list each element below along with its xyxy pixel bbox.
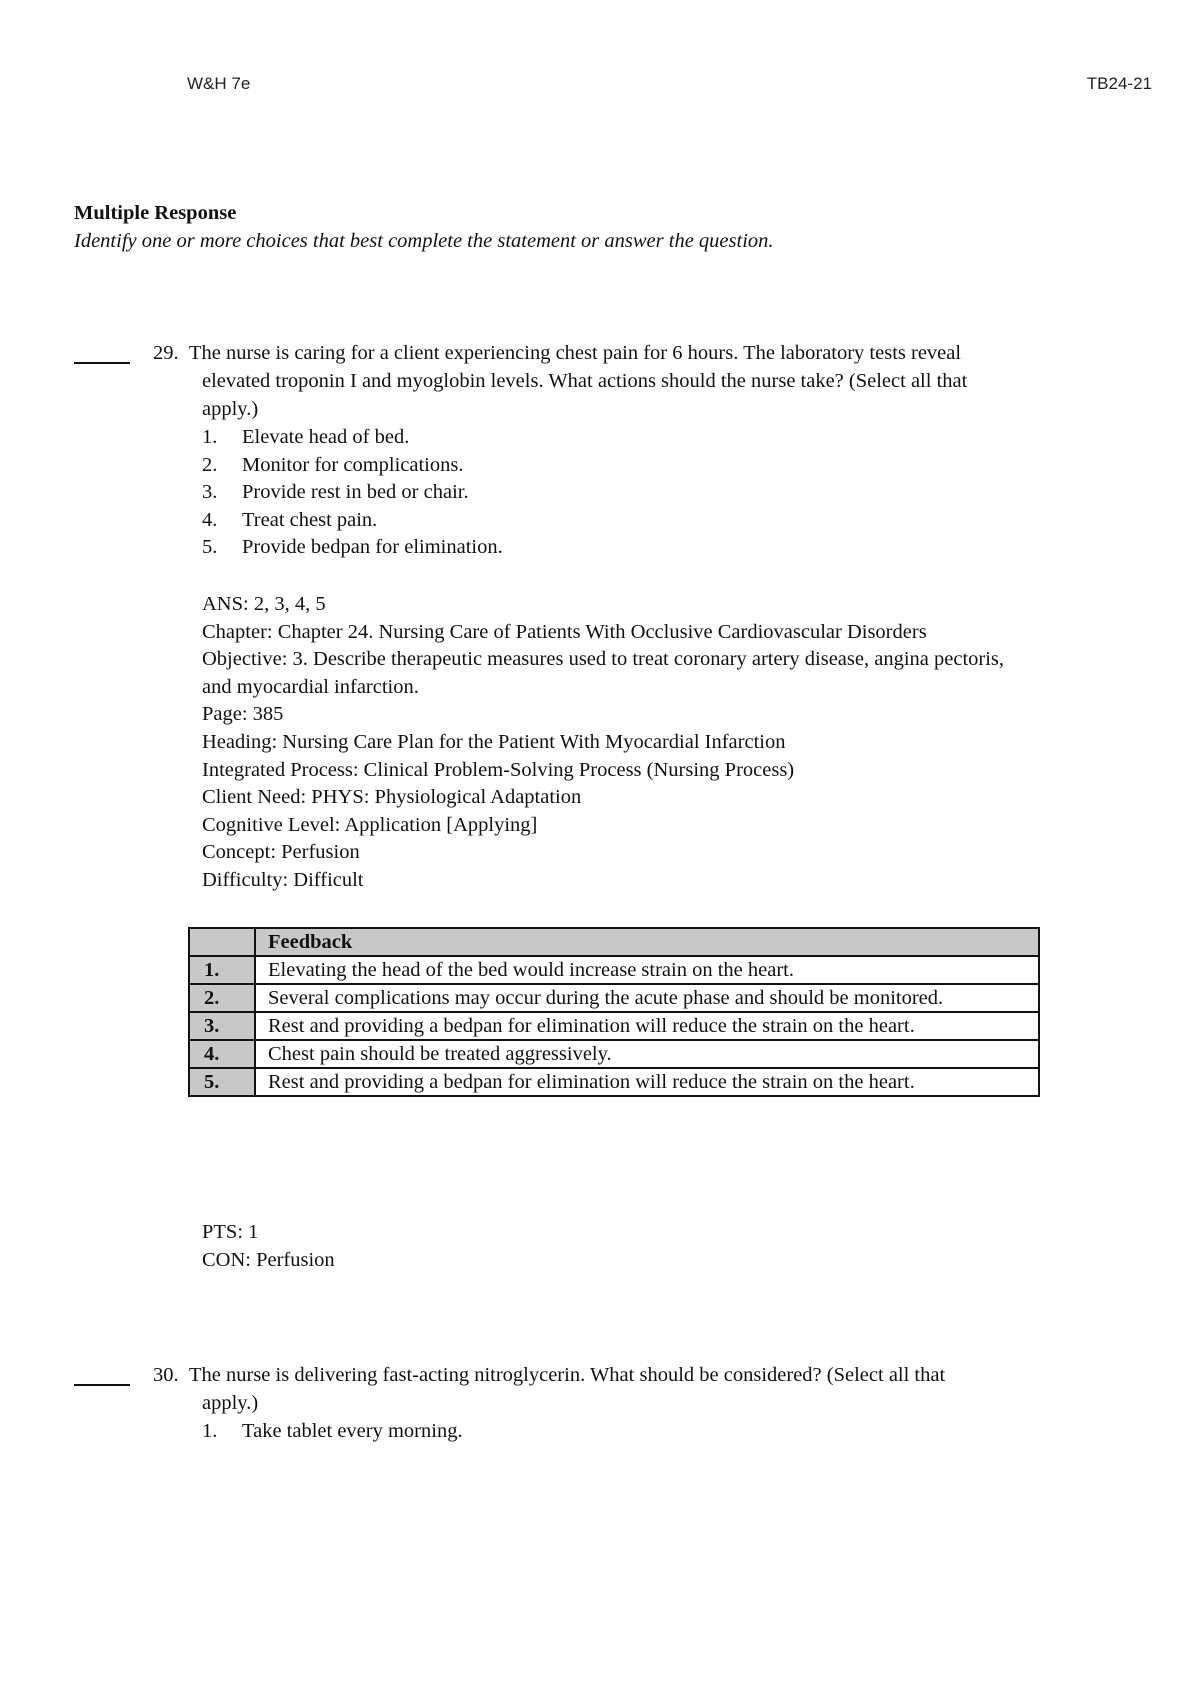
question-number: 29. — [153, 342, 179, 364]
option-item — [202, 1418, 463, 1446]
answer-blank-29[interactable] — [74, 362, 130, 364]
points: PTS: 1 — [202, 1221, 259, 1243]
feedback-header-row — [189, 928, 1039, 956]
feedback-row-number: 4. — [189, 1040, 255, 1068]
question-text-line: apply.) — [202, 1392, 259, 1414]
header-left: W&H 7e — [187, 74, 251, 93]
option-number: 3. — [202, 481, 218, 504]
question-text-line: elevated troponin I and myoglobin levels. What actions should the nurse take? (Select all that — [202, 370, 968, 392]
option-item — [202, 534, 503, 562]
integrated-process: Integrated Process: Clinical Problem-Solving Process (Nursing Process) — [202, 758, 795, 781]
question-text-line: The nurse is caring for a client experiencing chest pain for 6 hours. The laboratory tests reveal — [189, 342, 962, 364]
objective-line: and myocardial infarction. — [202, 675, 419, 698]
option-item — [202, 452, 503, 480]
feedback-row-number: 5. — [189, 1068, 255, 1096]
feedback-row — [189, 956, 1039, 984]
feedback-row-text: Elevating the head of the bed would increase strain on the heart. — [255, 956, 1039, 984]
option-number: 1. — [202, 426, 218, 448]
difficulty: Difficulty: Difficult — [202, 868, 364, 891]
heading: Heading: Nursing Care Plan for the Patient With Myocardial Infarction — [202, 730, 786, 753]
concept: Concept: Perfusion — [202, 841, 360, 864]
chapter: Chapter: Chapter 24. Nursing Care of Patients With Occlusive Cardiovascular Disorders — [202, 620, 927, 643]
page-ref: Page: 385 — [202, 703, 284, 726]
answer-blank-30[interactable] — [74, 1384, 130, 1386]
option-text: Take tablet every morning. — [242, 1420, 463, 1442]
option-number: 1. — [202, 1420, 218, 1442]
question-text-line: The nurse is delivering fast-acting nitroglycerin. What should be considered? (Select all that — [189, 1364, 946, 1386]
question-number: 30. — [153, 1364, 179, 1386]
feedback-header-blank — [189, 928, 255, 956]
options-list-29 — [202, 424, 503, 562]
option-number: 4. — [202, 508, 218, 531]
answer-metadata — [202, 591, 1162, 895]
feedback-row — [189, 1040, 1039, 1068]
feedback-row-number: 2. — [189, 984, 255, 1012]
question-text-line: apply.) — [202, 398, 259, 420]
feedback-row-text: Rest and providing a bedpan for elimination will reduce the strain on the heart. — [255, 1012, 1039, 1040]
feedback-row-number: 1. — [189, 956, 255, 984]
feedback-row — [189, 984, 1039, 1012]
option-item — [202, 479, 503, 507]
section-title: Multiple Response — [74, 202, 237, 224]
feedback-table — [188, 927, 1040, 1097]
objective-line: Objective: 3. Describe therapeutic measures used to treat coronary artery disease, angina pectoris, — [202, 648, 1005, 671]
answer-key: ANS: 2, 3, 4, 5 — [202, 593, 326, 615]
feedback-row — [189, 1068, 1039, 1096]
option-text: Elevate head of bed. — [242, 426, 410, 448]
feedback-row-number: 3. — [189, 1012, 255, 1040]
option-item — [202, 424, 503, 452]
cognitive-level: Cognitive Level: Application [Applying] — [202, 813, 538, 836]
option-text: Treat chest pain. — [242, 508, 378, 531]
options-list-30 — [202, 1418, 463, 1446]
feedback-row — [189, 1012, 1039, 1040]
option-text: Provide bedpan for elimination. — [242, 536, 503, 559]
feedback-row-text: Rest and providing a bedpan for elimination will reduce the strain on the heart. — [255, 1068, 1039, 1096]
option-item — [202, 507, 503, 535]
client-need: Client Need: PHYS: Physiological Adaptation — [202, 786, 582, 809]
con: CON: Perfusion — [202, 1249, 335, 1271]
option-text: Monitor for complications. — [242, 453, 464, 476]
feedback-header: Feedback — [255, 928, 1039, 956]
section-instructions: Identify one or more choices that best complete the statement or answer the question. — [74, 230, 774, 252]
option-number: 2. — [202, 453, 218, 476]
option-number: 5. — [202, 536, 218, 559]
points-block — [202, 1219, 335, 1275]
feedback-row-text: Chest pain should be treated aggressively. — [255, 1040, 1039, 1068]
header-right: TB24-21 — [1086, 74, 1152, 93]
option-text: Provide rest in bed or chair. — [242, 481, 469, 504]
feedback-row-text: Several complications may occur during the acute phase and should be monitored. — [255, 984, 1039, 1012]
